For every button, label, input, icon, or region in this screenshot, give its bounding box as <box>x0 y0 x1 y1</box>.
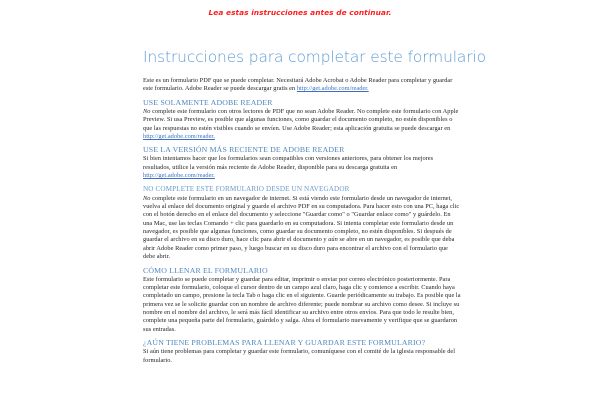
lead-italic-word: No <box>143 107 151 115</box>
section-paragraph-use-only-adobe-reader <box>143 108 461 141</box>
section-heading-no-browser: NO COMPLETE ESTE FORMULARIO DESDE UN NAVEGADOR <box>143 184 350 193</box>
section-paragraph-still-having-problems <box>143 348 461 365</box>
adobe-reader-link[interactable]: http://get.adobe.com/reader. <box>296 85 369 93</box>
intro-text: Este es un formulario PDF que se puede completar. Necesitará Adobe Acrobat o Adobe Reader para completar y guardar este formulario. Adobe Reader se puede descargar gratis en <box>143 77 453 93</box>
adobe-reader-link[interactable]: http://get.adobe.com/reader. <box>143 172 215 180</box>
section-text: complete este formulario en un navegador de internet. Si está viendo este formulario desde un navegador de internet, vuelva al enlace del documento original y guarde el archivo PDF en su computadora. Para hacer esto con una PC, haga clic con el botón derecho en el enlace del documento y seleccione "Guardar como" o "Guardar enlace como" y guárdelo. En una Mac, use las teclas Comando + clic para guardarlo en su computadora. Si intenta completar este formulario desde un navegador, es posible que algunas funciones, como guardar su documento completo, no estén disponibles. Si después de guardar el archivo en su disco duro, hace clic para abrir el documento y <box>143 194 460 244</box>
section-heading-still-having-problems: ¿AÚN TIENE PROBLEMAS PARA LLENAR Y GUARDAR ESTE FORMULARIO? <box>143 338 426 348</box>
section-paragraph-no-browser <box>143 195 461 262</box>
read-instructions-notice: Lea estas instrucciones antes de continuar. <box>208 8 392 17</box>
section-text: Si bien intentamos hacer que los formularios sean compatibles con versiones anteriores, para obtener los mejores resultados, utilice la versión más reciente de Adobe Reader, disponible para su descarga gratuita en <box>143 155 434 171</box>
section-paragraph-latest-version <box>143 155 461 180</box>
document-content <box>143 48 486 365</box>
section-text: Si aún tiene problemas para completar y guardar este formulario, comuníquese con el comité de la iglesia responsable del formulario. <box>143 348 456 364</box>
section-text: complete este formulario con otros lectores de PDF que no sean Adobe Reader. No complete este formulario con Apple Preview. Si usa Preview, es posible que algunas funciones, como guardar el documento completo, no estén disponibles o que las respuestas no estén visibles cuando se envíen. Use Adobe Reader; esta aplicación gratuita se puede descargar en <box>143 107 459 132</box>
section-heading-latest-version: USE LA VERSIÓN MÁS RECIENTE DE ADOBE READER <box>143 145 345 155</box>
page-title: Instrucciones para completar este formulario <box>143 48 486 66</box>
mid-italic-word: aún <box>328 236 338 244</box>
section-paragraph-how-to-fill <box>143 276 461 334</box>
adobe-reader-link[interactable]: http://get.adobe.com/reader. <box>143 132 215 140</box>
section-text: Este formulario se puede completar y guardar para editar, imprimir o enviar por correo electrónico posteriormente. Para completar este formulario, coloque el cursor dentro de un campo azul claro, haga clic y comience a escribir. Cuando haya completado un campo, presione la tecla Tab o haga clic en el siguiente. Guarde periódicamente su trabajo. Es posible que la primera vez se le solicite guardar con un nombre de archivo diferente; puede nombrar su archivo como desee. Si incluye su nombre en el nombre del archivo, le será más fácil identificar su archivo entre otros envíos. Para que todo le resulte bien, complete una pequeña parte del formulario, guárdelo y salga. Abra el formulario nuevamente y verifique que se guardaron sus entradas. <box>143 275 461 333</box>
section-heading-how-to-fill: CÓMO LLENAR EL FORMULARIO <box>143 265 268 275</box>
intro-paragraph <box>143 77 461 94</box>
lead-italic-word: No <box>143 194 151 202</box>
section-text-continued: se abre en un navegador, es posible que deba abrir Adobe Reader como primer paso, y luego buscar en su disco duro para encontrar el archivo con el formulario que debe abrir. <box>143 236 455 261</box>
section-heading-use-only-adobe-reader: USE SOLAMENTE ADOBE READER <box>143 97 273 107</box>
